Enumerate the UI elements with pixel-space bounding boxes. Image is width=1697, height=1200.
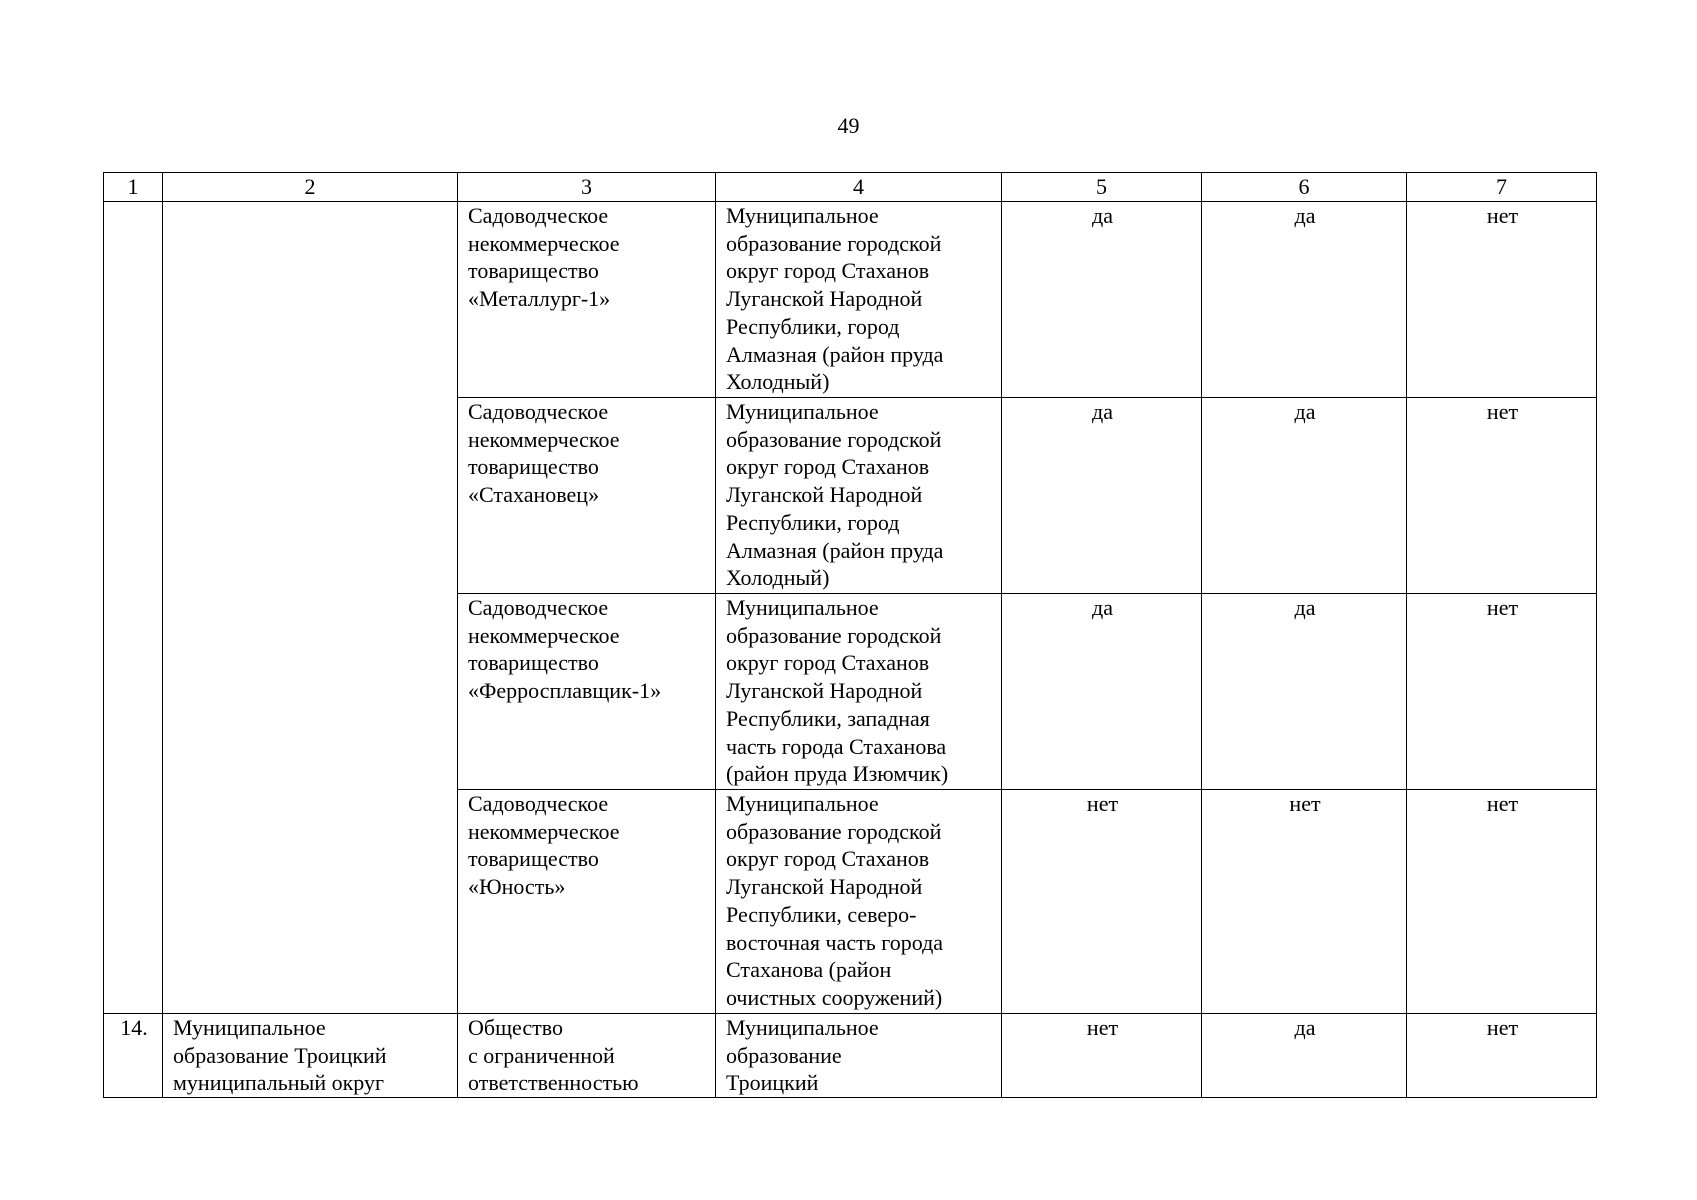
- location-line: Стаханова (район: [726, 957, 892, 983]
- location-line: образование городской: [726, 622, 942, 648]
- location-line: образование городской: [726, 818, 942, 844]
- municipality-cell: [163, 1014, 458, 1098]
- header-row: [104, 173, 1597, 202]
- col5-cell: да: [1002, 398, 1202, 594]
- organization-line: Садоводческое: [468, 399, 609, 424]
- organization-line: ответственностью: [468, 1070, 639, 1096]
- organization-line: «Юность»: [468, 874, 566, 900]
- col5-cell: нет: [1002, 1014, 1202, 1098]
- location-line: Алмазная (район пруда: [726, 537, 944, 563]
- location-cell: [716, 594, 1002, 790]
- organization-line: товарищество: [468, 650, 599, 676]
- organization-cell: [458, 594, 716, 790]
- col6-cell: да: [1202, 594, 1407, 790]
- col6-cell: да: [1202, 202, 1407, 398]
- municipality-line: Муниципальное: [173, 1015, 326, 1040]
- location-line: Муниципальное: [726, 1015, 879, 1040]
- location-cell: [716, 202, 1002, 398]
- location-line: (район пруда Изюмчик): [726, 761, 949, 787]
- table-row: [104, 1014, 1597, 1098]
- header-cell-3: 3: [458, 173, 716, 202]
- col7-cell: нет: [1407, 398, 1597, 594]
- header-cell-4: 4: [716, 173, 1002, 202]
- location-cell: [716, 398, 1002, 594]
- col5-cell: нет: [1002, 790, 1202, 1014]
- organization-line: Общество: [468, 1015, 563, 1040]
- organization-line: некоммерческое: [468, 622, 620, 648]
- col5-cell: да: [1002, 202, 1202, 398]
- data-table: [103, 172, 1597, 1098]
- location-line: Республики, город: [726, 509, 900, 535]
- location-line: Муниципальное: [726, 399, 879, 424]
- municipality-line: муниципальный округ: [173, 1070, 385, 1096]
- organization-line: товарищество: [468, 454, 599, 480]
- organization-line: некоммерческое: [468, 230, 620, 256]
- organization-line: с ограниченной: [468, 1042, 615, 1068]
- location-line: образование городской: [726, 230, 942, 256]
- organization-cell: [458, 790, 716, 1014]
- header-cell-7: 7: [1407, 173, 1597, 202]
- header-cell-2: 2: [163, 173, 458, 202]
- location-line: Луганской Народной: [726, 874, 923, 900]
- location-line: Луганской Народной: [726, 482, 923, 508]
- location-line: образование: [726, 1042, 842, 1068]
- location-line: Республики, северо-: [726, 901, 917, 927]
- location-line: округ город Стаханов: [726, 258, 930, 284]
- header-cell-1: 1: [104, 173, 163, 202]
- location-line: Алмазная (район пруда: [726, 341, 944, 367]
- header-cell-6: 6: [1202, 173, 1407, 202]
- page-number: 49: [837, 113, 860, 138]
- location-line: часть города Стаханова: [726, 733, 947, 759]
- location-cell: [716, 1014, 1002, 1098]
- col7-cell: нет: [1407, 790, 1597, 1014]
- organization-line: Садоводческое: [468, 595, 609, 620]
- location-line: Луганской Народной: [726, 678, 923, 704]
- row-number-cell: 14.: [104, 1014, 163, 1098]
- location-line: образование городской: [726, 426, 942, 452]
- location-line: Холодный): [726, 369, 830, 395]
- col6-cell: нет: [1202, 790, 1407, 1014]
- location-line: очистных сооружений): [726, 984, 943, 1010]
- row-number-cell: [104, 202, 163, 1014]
- organization-line: Садоводческое: [468, 203, 609, 228]
- header-cell-5: 5: [1002, 173, 1202, 202]
- organization-cell: [458, 1014, 716, 1098]
- table-row: [104, 202, 1597, 398]
- col6-cell: да: [1202, 398, 1407, 594]
- col7-cell: нет: [1407, 1014, 1597, 1098]
- location-line: Луганской Народной: [726, 286, 923, 312]
- location-cell: [716, 790, 1002, 1014]
- location-line: округ город Стаханов: [726, 650, 930, 676]
- location-line: Холодный): [726, 565, 830, 591]
- organization-cell: [458, 398, 716, 594]
- organization-line: Садоводческое: [468, 791, 609, 816]
- organization-line: товарищество: [468, 258, 599, 284]
- organization-line: «Металлург-1»: [468, 286, 611, 312]
- col6-cell: да: [1202, 1014, 1407, 1098]
- location-line: Муниципальное: [726, 791, 879, 816]
- location-line: округ город Стаханов: [726, 454, 930, 480]
- location-line: восточная часть города: [726, 929, 944, 955]
- location-line: Муниципальное: [726, 595, 879, 620]
- municipality-line: образование Троицкий: [173, 1042, 387, 1068]
- location-line: Республики, город: [726, 313, 900, 339]
- organization-line: некоммерческое: [468, 818, 620, 844]
- col7-cell: нет: [1407, 202, 1597, 398]
- organization-cell: [458, 202, 716, 398]
- location-line: Троицкий: [726, 1070, 819, 1096]
- organization-line: товарищество: [468, 846, 599, 872]
- organization-line: «Ферросплавщик-1»: [468, 678, 662, 704]
- col7-cell: нет: [1407, 594, 1597, 790]
- location-line: Республики, западная: [726, 705, 930, 731]
- municipality-cell: [163, 202, 458, 1014]
- organization-line: некоммерческое: [468, 426, 620, 452]
- organization-line: «Стахановец»: [468, 482, 600, 508]
- location-line: округ город Стаханов: [726, 846, 930, 872]
- location-line: Муниципальное: [726, 203, 879, 228]
- col5-cell: да: [1002, 594, 1202, 790]
